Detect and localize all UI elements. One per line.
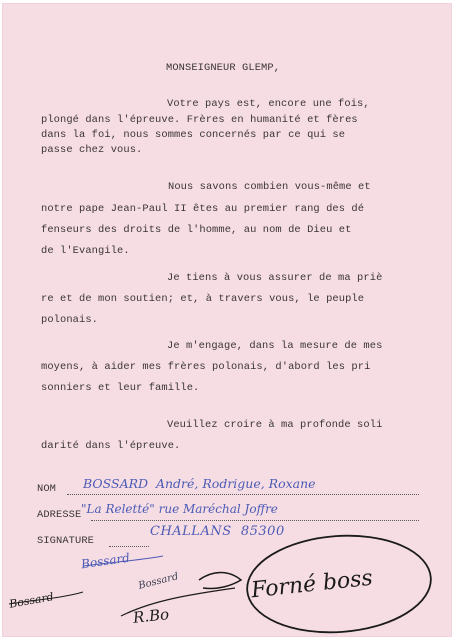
letter-line: re et de mon soutien; et, à travers vous, le peuple — [41, 293, 365, 305]
adresse-value: "La Reletté" rue Maréchal Joffre — [81, 502, 278, 516]
letter-line: Votre pays est, encore une fois, — [167, 98, 370, 110]
signature-label: SIGNATURE — [37, 535, 95, 547]
letter-line: Veuillez croire à ma profonde soli — [167, 419, 383, 431]
adresse-label: ADRESSE — [37, 509, 82, 521]
letter-line: sonniers et leur famille. — [41, 382, 200, 394]
letter-line: Nous savons combien vous-même et — [168, 181, 371, 193]
letter-line: fenseurs des droits de l'homme, au nom de Dieu et — [41, 224, 352, 236]
letter-line: polonais. — [41, 314, 99, 326]
nom-label: NOM — [37, 483, 57, 495]
letter-line: plongé dans l'épreuve. Frères en humanité et fères — [41, 114, 358, 126]
letter-line: notre pape Jean-Paul II êtes au premier rang des dé — [41, 203, 365, 215]
letter-line: dans la foi, nous sommes concernés par ce qui se — [41, 129, 346, 141]
letter-line: moyens, à aider mes frères polonais, d'abord les pri — [41, 361, 371, 373]
signature-large: Forné boss — [250, 565, 374, 604]
letter-line: passe chez vous. — [41, 144, 143, 156]
signature-bossard-small: Bossard — [137, 571, 180, 592]
signature-bossard-blue: Bossard — [80, 550, 131, 572]
signature-rbo: R.Bo — [132, 605, 170, 627]
signature-bossard-left: Bossard — [8, 590, 55, 611]
nom-value: BOSSARD André, Rodrigue, Roxane — [83, 476, 316, 491]
salutation: MONSEIGNEUR GLEMP, — [166, 62, 281, 74]
letter-sheet — [3, 4, 451, 636]
signature-ink-strokes — [3, 4, 451, 636]
letter-line: Je m'engage, dans la mesure de mes — [167, 340, 383, 352]
city-value: CHALLANS 85300 — [150, 524, 285, 539]
letter-line: darité dans l'épreuve. — [41, 440, 181, 452]
letter-line: de l'Evangile. — [41, 245, 130, 257]
letter-line: Je tiens à vous assurer de ma priè — [167, 272, 383, 284]
